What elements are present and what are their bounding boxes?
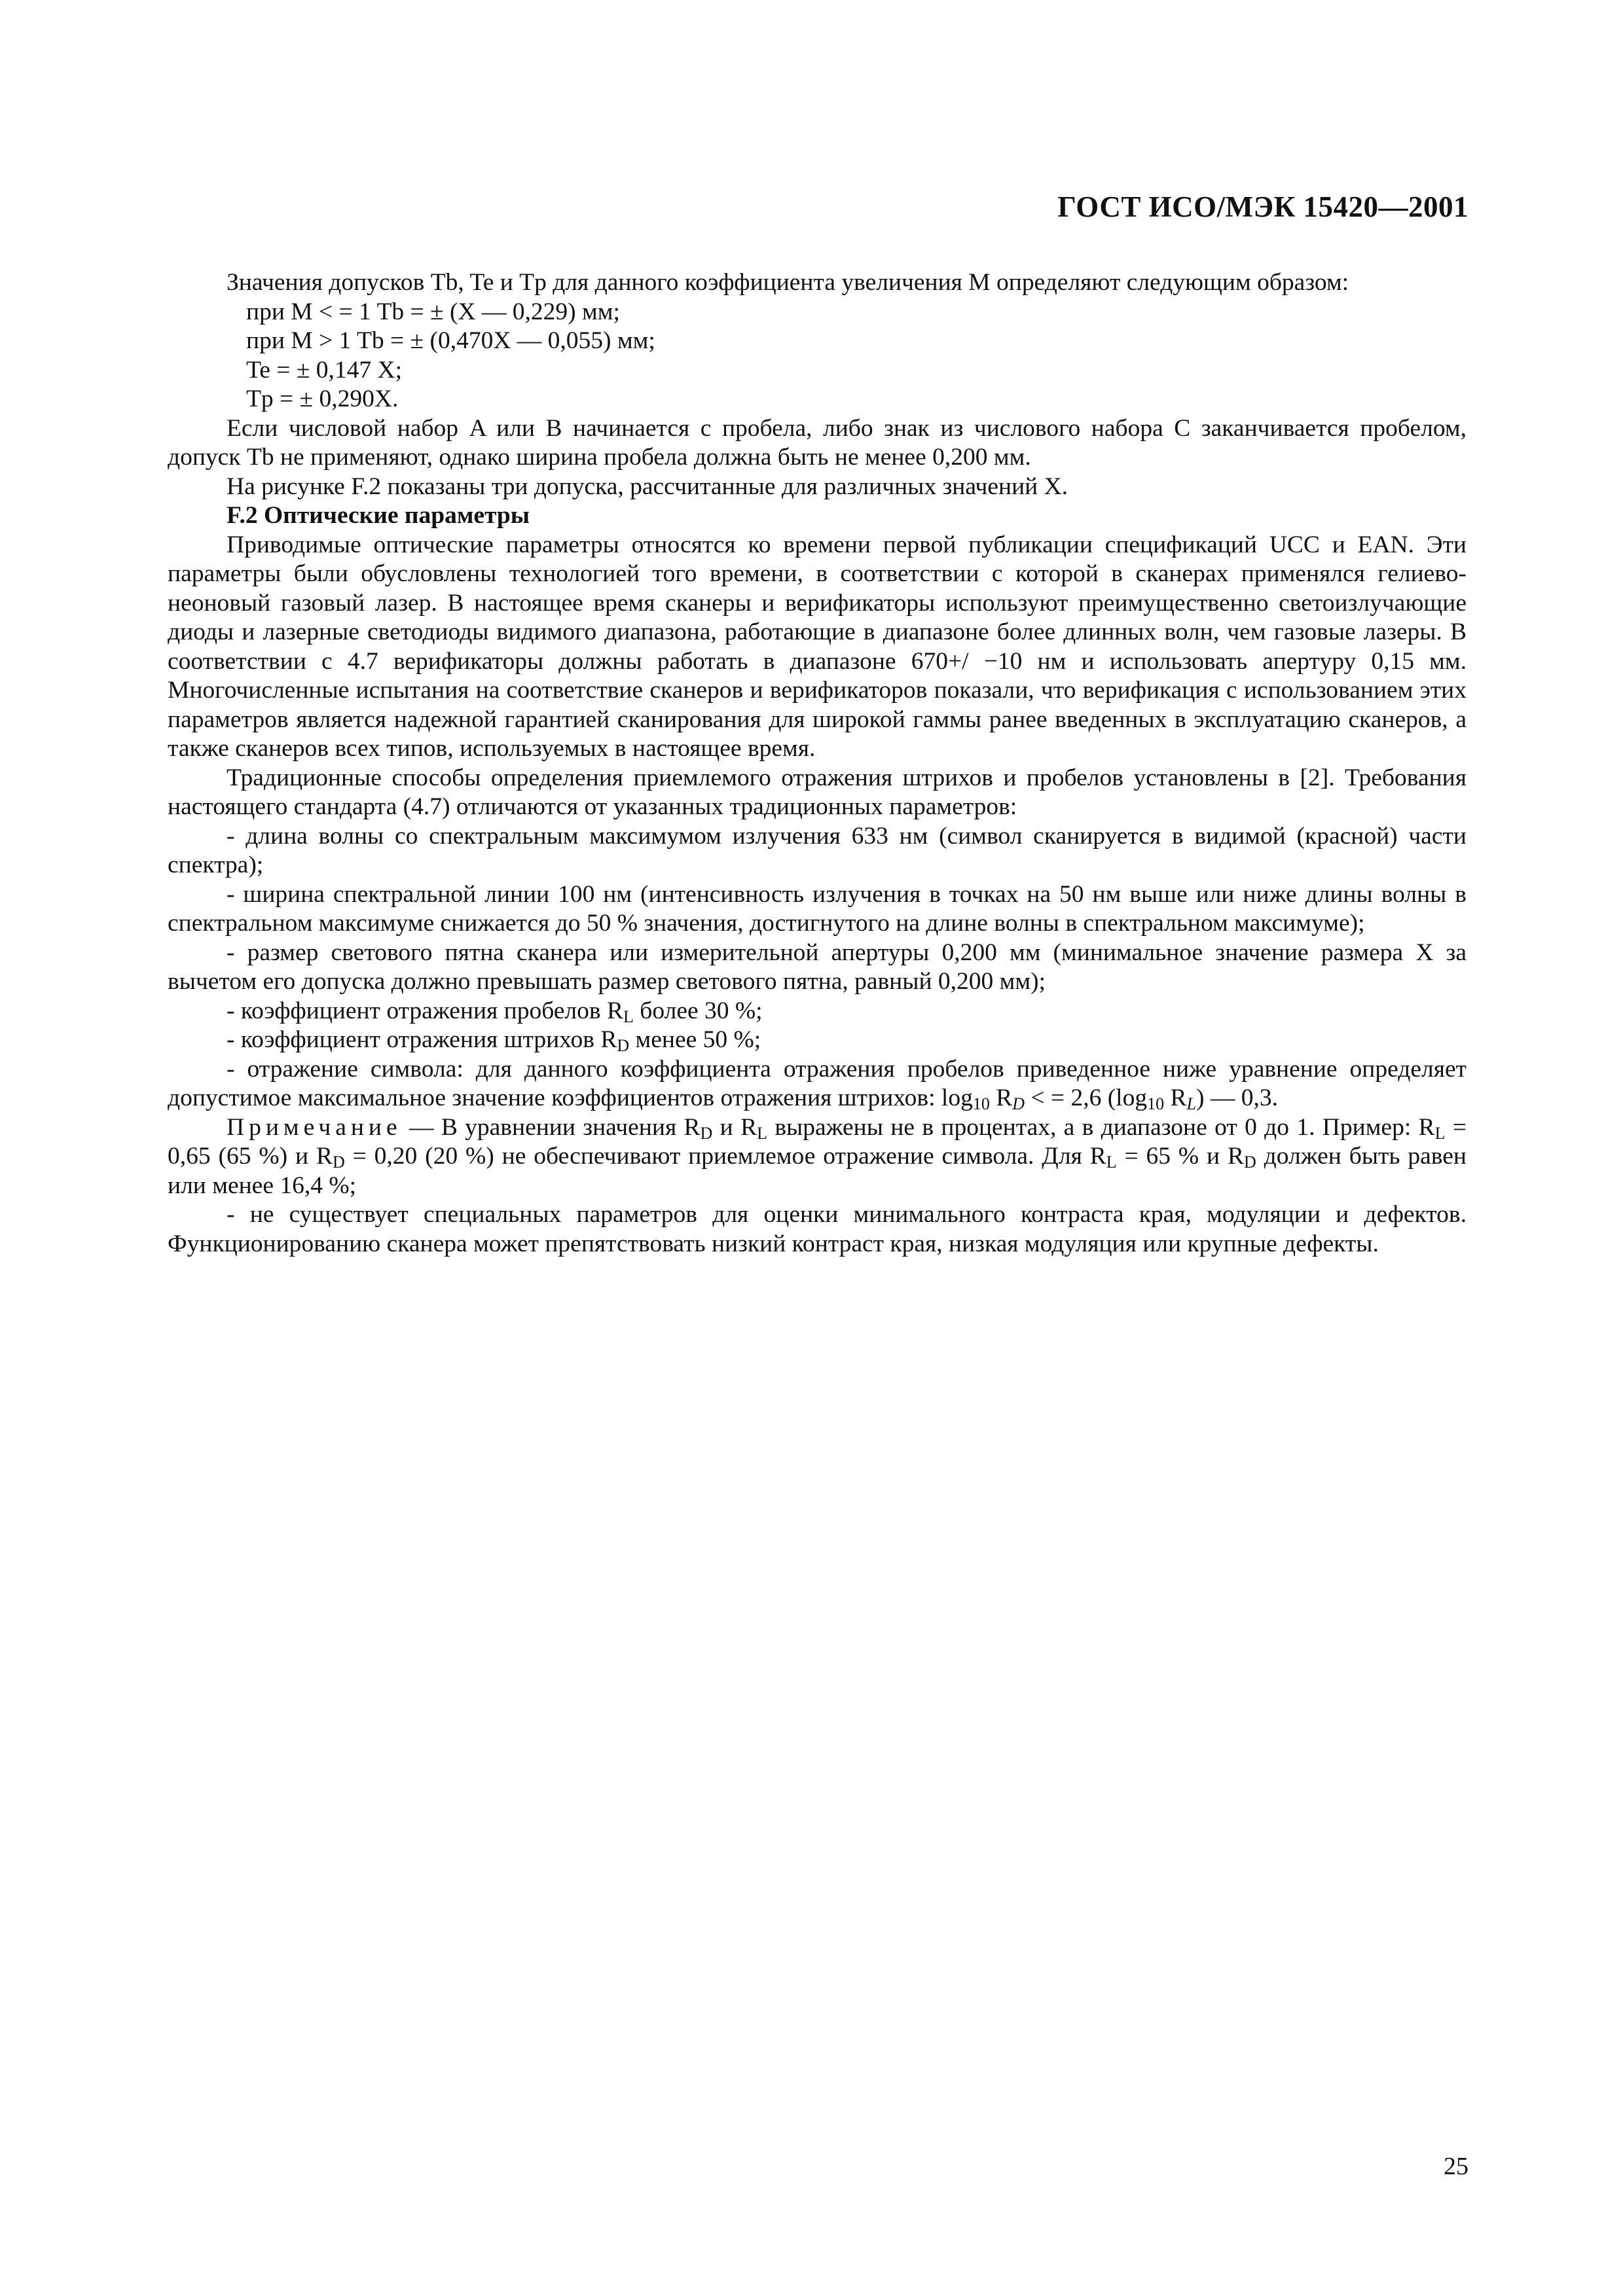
optical-params-paragraph: Приводимые оптические параметры относятся ко времени первой публикации спецификаций UCC и EAN. Эти параметры были обусловлены технологией того времени, в соответствии с которой в сканерах применялся гелиево-неоновый газовый лазер. В настоящее время сканеры и верификаторы используют преимущественно светоизлучающие диоды и лазерные светодиоды видимого диапазона, работающие в диапазоне более длинных волн, чем газовые лазеры. В соответствии с 4.7 верификаторы должны работать в диапазоне 670+/ −10 нм и использовать апертуру 0,15 мм. Многочисленные испытания на соответствие сканеров и верификаторов показали, что верификация с использованием этих параметров является надежной гарантией сканирования для широкой гаммы ранее введенных в эксплуатацию сканеров, а также сканеров всех типов, используемых в настоящее время. — [168, 531, 1467, 762]
document-header-title: ГОСТ ИСО/МЭК 15420—2001 — [1057, 190, 1468, 223]
list-item-contrast: - не существует специальных параметров для оценки минимального контраста края, модуляции и дефектов. Функционированию сканера может препятствовать низкий контраст края, низкая модуляция или крупные дефекты. — [168, 1201, 1467, 1257]
list-item-symbol-reflectance: - отражение символа: для данного коэффициента отражения пробелов приведенное ниже уравнение определяет допустимое максимальное значение коэффициентов отражения штрихов: $\log_{10} R_D$ < = 2,6 ($\log_{10}$ $R_L$) — 0,3. — [168, 1055, 1467, 1113]
list-item-bar-reflectance: - коэффициент отражения штрихов $R_D$ менее 50 %; — [227, 1026, 761, 1055]
page-number: 25 — [1444, 2153, 1468, 2180]
traditional-methods-paragraph: Традиционные способы определения приемлемого отражения штрихов и пробелов установлены в [2]. Требования настоящего стандарта (4.7) отличаются от указанных традиционных параметров: — [168, 764, 1467, 820]
formula-line: при M > 1 Tb = ± (0,470X — 0,055) мм; — [246, 327, 655, 354]
reflectance-equation: $\log_{10} R_D$ < = 2,6 ($\log_{10}$ $R_L$) — 0,3. — [941, 1085, 1278, 1113]
space-note-paragraph: Если числовой набор A или B начинается с пробела, либо знак из числового набора C заканчивается пробелом, допуск Tb не применяют, однако ширина пробела должна быть не менее 0,200 мм. — [168, 414, 1467, 471]
figure-note-paragraph: На рисунке F.2 показаны три допуска, рассчитанные для различных значений X. — [227, 473, 1068, 500]
list-item-wavelength: - длина волны со спектральным максимумом излучения 633 нм (символ сканируется в видимой (красной) части спектра); — [168, 822, 1467, 878]
document-body — [168, 268, 1467, 1259]
tolerance-intro-paragraph: Значения допусков Tb, Te и Tp для данного коэффициента увеличения M определяют следующим образом: — [227, 269, 1349, 296]
note-label: Примечание — [227, 1113, 402, 1141]
formula-line: Tp = ± 0,290X. — [246, 386, 399, 412]
section-heading: F.2 Оптические параметры — [227, 502, 530, 529]
formula-line: Te = ± 0,147 X; — [246, 356, 403, 384]
list-item-space-reflectance: - коэффициент отражения пробелов $R_L$ более 30 %; — [227, 997, 763, 1026]
list-item-spot-size: - размер светового пятна сканера или измерительной апертуры 0,200 мм (минимальное значение размера X за вычетом его допуска должно превышать размер светового пятна, равный 0,200 мм); — [168, 939, 1467, 995]
list-item-linewidth: - ширина спектральной линии 100 нм (интенсивность излучения в точках на 50 нм выше или ниже длины волны в спектральном максимуме снижается до 50 % значения, достигнутого на длине волны в спектральном максимуме); — [168, 880, 1467, 937]
formula-line: при M < = 1 Tb = ± (X — 0,229) мм; — [246, 298, 620, 325]
note-paragraph: Примечание — В уравнении значения $R_D$ и $R_L$ выражены не в процентах, а в диапазоне от 0 до 1. Пример: $R_L = 0,65$ (65 %) и $R_D = 0,20$ (20 %) не обеспечивают приемлемое отражение символа. Для $R_L = 65$ % и $R_D$ должен быть равен или менее 16,4 %; — [168, 1113, 1467, 1199]
